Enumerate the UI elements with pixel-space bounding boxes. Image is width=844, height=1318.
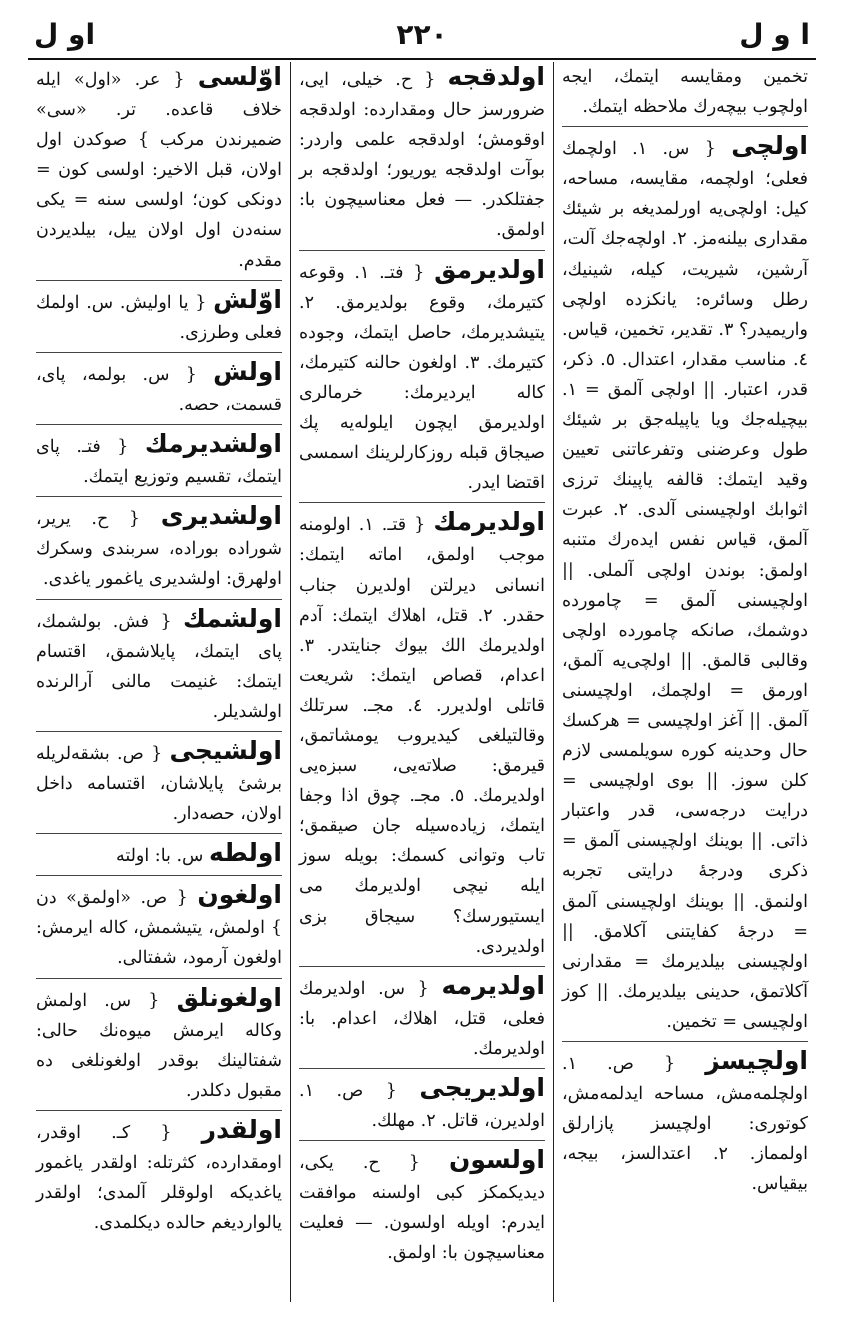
entry-definition: { فش. بولشمك، پای ایتمك، پایلاشمق، اقتسام ایتمك: غنیمت مالنی آرالرنده اولشدیلر. — [36, 611, 282, 722]
dictionary-entry — [36, 62, 282, 281]
entry-definition: { ص. ۱. اولچلمه‌مش، مساحه ایدلمه‌مش، کوتوری: اولچیسز پازارلق اولمماز. ۲. اعتدالسز، بیجه، بیقیاس. — [562, 1054, 808, 1195]
entry-definition: { س. اولدیرمك فعلی، قتل، اهلاك، اعدام. با: اولدیرمك. — [299, 978, 545, 1059]
page-header — [28, 12, 816, 60]
entry-headword: اولش — [213, 356, 282, 386]
dictionary-entry — [36, 880, 282, 978]
entry-definition: { فتـ. ۱. وقوعه کتیرمك، وقوع بولدیرمق. ۲. یتیشدیرمك، حاصل ایتمك، وجوده کتیرمك. ۳. اولغون حالنه کتیرمك، کاله ایردیرمك: خرمالری اولدیرمق ایچون ایلوله‌یه پك صیجاق قبله روزکارلرینك اسمسی اقتضا ایدر. — [299, 262, 545, 494]
entry-definition: { کـ. اوقدر، اومقدارده، کثرتله: اولقدر یاغمور یاغدیکه اولوقلر آلمدی؛ اولقدر یالواردیغم حالده دیکلمدی. — [36, 1122, 282, 1234]
column-left — [28, 62, 291, 1302]
page-number: ۲۲۰ — [396, 18, 448, 51]
entry-headword: اولسون — [449, 1145, 545, 1175]
dictionary-entry — [36, 357, 282, 425]
entry-headword: اولدیرمك — [433, 507, 545, 537]
entry-definition: { ح. یریر، شورادە بورادە، سربندی وسکرك اولهرق: اولشدیری یاغمور یاغدی. — [36, 509, 282, 590]
entry-headword: اولشیجی — [169, 735, 282, 765]
dictionary-entry — [299, 507, 545, 966]
dictionary-entry — [36, 604, 282, 732]
dictionary-entry — [36, 736, 282, 834]
dictionary-entry — [299, 62, 545, 251]
dictionary-entry — [299, 1073, 545, 1141]
running-head-right: ا و ل — [739, 18, 810, 51]
entry-headword: اوّلسی — [197, 62, 282, 91]
dictionary-entry — [299, 971, 545, 1069]
entry-headword: اولغونلق — [176, 982, 282, 1012]
entry-definition: تخمین ومقایسه ایتمك، ایجه اولچوب بیچەرك ملاحظه ایتمك. — [562, 67, 808, 118]
entry-headword: اولدقجه — [447, 62, 545, 91]
dictionary-entry — [36, 501, 282, 599]
entry-definition: س. با: اولته — [115, 846, 204, 867]
entry-headword: اولطه — [208, 838, 282, 868]
dictionary-entry — [36, 983, 282, 1111]
entry-headword: اولچیسز — [705, 1046, 808, 1075]
entry-definition: { ح. یکی، دیدیکمکز کبی اولسنه موافقت ایدرم: اویله اولسون. — فعلیت معناسیچون با: اولمق. — [299, 1153, 545, 1264]
column-right — [554, 62, 816, 1302]
dictionary-entry — [299, 255, 545, 504]
entry-headword: اولچی — [731, 131, 808, 161]
entry-definition: { ص. «اولمق» دن } اولمش، یتیشمش، کاله ایرمش: اولغون آرمود، شفتالی. — [36, 888, 282, 969]
entry-definition: { س. اولمش وکاله ایرمش میوه‌نك حالی: شفتالینك بوقدر اولغونلغی ده مقبول دکلدر. — [36, 990, 282, 1101]
entry-headword: اولدیرمق — [434, 254, 545, 284]
dictionary-entry — [299, 1145, 545, 1272]
dictionary-entry — [36, 838, 282, 876]
text-columns — [28, 62, 816, 1302]
running-head-left: او ل — [34, 18, 96, 51]
entry-definition: { یا اولیش. س. اولمك فعلی وطرزی. — [36, 292, 282, 343]
dictionary-entry — [562, 62, 808, 127]
entry-headword: اولغون — [197, 880, 282, 910]
entry-headword: اولقدر — [201, 1114, 282, 1144]
entry-headword: اولدیریجی — [419, 1073, 545, 1102]
entry-headword: اوّلش — [213, 284, 282, 314]
dictionary-entry — [36, 1115, 282, 1242]
entry-definition: { ص. ۱. اولدیرن، قاتل. ۲. مهلك. — [299, 1081, 545, 1132]
dictionary-entry — [36, 285, 282, 353]
entry-definition: { ص. بشقه‌لریله برشی‌ٔ پایلاشان، اقتسامه داخل اولان، حصه‌دار. — [36, 743, 282, 825]
entry-headword: اولشدیری — [160, 501, 282, 531]
entry-headword: اولشدیرمك — [144, 429, 282, 459]
entry-definition: { عر. «اول» ایله خلاف قاعده. تر. «سی» ضمیرندن مرکب } صوکدن اول اولان، قبل الاخیر: اولسی کون = دونکی کون؛ اولسی سنه = یکی سنه‌دن اول اولان ییل، بیلدیردن مقدم. — [36, 70, 282, 271]
entry-definition: { قتـ. ۱. اولومنه موجب اولمق، اماته ایتمك: انسانی دیرلتن اولدیرن جناب حقدر. ۲. قتل، اهلاك ایتمك: آدم اولدیرمك الك بیوك جنایتدر. ۳. اعدام، قصاص ایتمك: شریعت قاتلی اولدیرر. ٤. مجـ. سرتلك وقالتیلغی کیدیروب یومشاتمق، قیرمق: صلاته‌یی، سبزه‌یی اولدیرمك. ٥. مجـ. چوق اذا وجفا ایتمك، زیاده‌سیله جان صیقمق؛ تاب وتوانی کسمك: بویله سوز ایله نیچی اولدیرمك می ایستیورسك؟ سیجاق بزی اولدیردی. — [299, 515, 545, 957]
entry-definition: { س. بولمه، پای، قسمت، حصه. — [36, 364, 282, 415]
entry-definition: { ح. خیلی، ایی، ضرورسز حال ومقدارده: اولدقجه اوقومش؛ اولدقجه علمی واردر: بوآت اولدقجه یوریور؛ اولدقجه بر جفتلکدر. — فعل معناسیچون با: اولمق. — [299, 70, 545, 241]
dictionary-entry — [562, 1046, 808, 1203]
dictionary-entry — [36, 429, 282, 497]
column-middle — [291, 62, 554, 1302]
entry-definition: { فتـ. پای ایتمك، تقسیم وتوزیع ایتمك. — [36, 437, 282, 488]
entry-headword: اولدیرمه — [441, 970, 545, 1000]
entry-definition: { س. ۱. اولچمك فعلی؛ اولچمه، مقایسه، مساحه، کیل: اولچی‌یه اورلمدیغه بر شیئك مقداری بیلنه‌مز. ۲. اولچه‌جك آلت، آرشین، شیریت، کیله، شینیك، رطل وسائره: یانکزده اولچی واریمیدر؟ ۳. تقدیر، تخمین، قیاس. ٤. مناسب مقدار، اعتدال. ٥. ذکر، قدر، اعتبار. || اولچی آلمق = ۱. بیچیله‌جك ویا یاپیله‌جق بر شیئك طول وعرضنی وتفرعاتنی تعیین وقید ایتمك: قالفه یاپینك ترزی اثوابك اولچیسنی آلدی. ۲. عبرت آلمق، قیاس نفس ایده‌رك متنبه اولمق: بوندن اولچی آلملی. || اولچیسنی آلمق = چامورده دوشمك، صانكه چامورده اولچی وقالبی قالمق. || اولچی‌یه آلمق، اورمق = اولچمك، اولچیسنی آلمق. || آغز اولچیسی = هركسك حال وحدینه کوره سویلمسی لازم کلن سوز. || بوی اولچیسی = درایت درجه‌سی، قدر واعتبار ذاتی. || بوینك اولچیسنی آلمق = ذکری ودرجهٔ درایتی تجربه اولنمق. || بوینك اولچیسنی آلمق = درجهٔ کفایتنی آکلامق. || اولچیسنی بیلدیرمك = مقدارنی آکلاتمق، حدینی بیلدیرمك. || کوز اولچیسی = تخمین. — [562, 139, 809, 1032]
entry-headword: اولشمك — [183, 603, 282, 633]
dictionary-entry — [562, 131, 808, 1042]
